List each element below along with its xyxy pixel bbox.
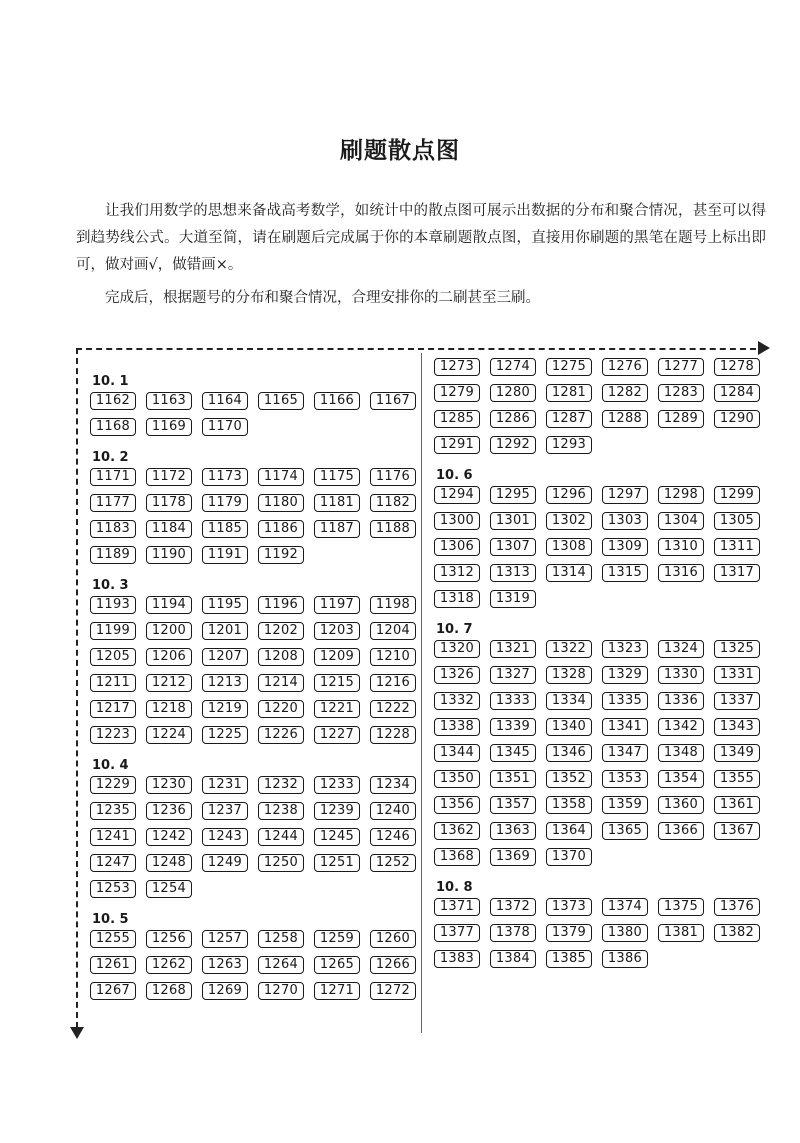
problem-number-box[interactable]: 1193 (90, 596, 136, 614)
problem-number-box[interactable]: 1200 (146, 622, 192, 640)
problem-number-box[interactable]: 1255 (90, 930, 136, 948)
problem-number-box[interactable]: 1217 (90, 700, 136, 718)
problem-grid (434, 358, 764, 454)
problem-number-box[interactable]: 1370 (546, 848, 592, 866)
problem-number-box[interactable]: 1364 (546, 822, 592, 840)
page-title: 刷题散点图 (340, 138, 460, 164)
problem-number-box[interactable]: 1360 (658, 796, 704, 814)
problem-grid (90, 776, 420, 898)
problem-number-box[interactable]: 1260 (370, 930, 416, 948)
problem-number-box[interactable]: 1213 (202, 674, 248, 692)
problem-number-box[interactable]: 1239 (314, 802, 360, 820)
problem-number-box[interactable]: 1241 (90, 828, 136, 846)
problem-number-box[interactable]: 1366 (658, 822, 704, 840)
problem-grid (434, 640, 764, 866)
problem-number-box[interactable]: 1270 (258, 982, 304, 1000)
problem-number-box[interactable]: 1191 (202, 546, 248, 564)
problem-number-box[interactable]: 1318 (434, 590, 480, 608)
section-label: 10. 5 (92, 912, 129, 927)
section-label: 10. 6 (436, 468, 473, 483)
problem-number-box[interactable]: 1303 (602, 512, 648, 530)
problem-number-box[interactable]: 1355 (714, 770, 760, 788)
problem-number-box[interactable]: 1262 (146, 956, 192, 974)
problem-number-box[interactable]: 1263 (202, 956, 248, 974)
problem-number-box[interactable]: 1204 (370, 622, 416, 640)
problem-number-box[interactable]: 1271 (314, 982, 360, 1000)
problem-number-box[interactable]: 1274 (490, 358, 536, 376)
problem-number-box[interactable]: 1257 (202, 930, 248, 948)
problem-number-box[interactable]: 1189 (90, 546, 136, 564)
problem-number-box[interactable]: 1278 (714, 358, 760, 376)
problem-number-box[interactable]: 1269 (202, 982, 248, 1000)
problem-number-box[interactable]: 1227 (314, 726, 360, 744)
left-column (90, 372, 420, 1012)
problem-number-box[interactable]: 1215 (314, 674, 360, 692)
problem-number-box[interactable]: 1379 (546, 924, 592, 942)
problem-number-box[interactable]: 1183 (90, 520, 136, 538)
problem-number-box[interactable]: 1340 (546, 718, 592, 736)
problem-number-box[interactable]: 1356 (434, 796, 480, 814)
problem-number-box[interactable]: 1167 (370, 392, 416, 410)
problem-number-box[interactable]: 1254 (146, 880, 192, 898)
problem-number-box[interactable]: 1362 (434, 822, 480, 840)
problem-number-box[interactable]: 1336 (658, 692, 704, 710)
problem-number-box[interactable]: 1319 (490, 590, 536, 608)
problem-number-box[interactable]: 1223 (90, 726, 136, 744)
section-label: 10. 4 (92, 758, 129, 773)
problem-number-box[interactable]: 1173 (202, 468, 248, 486)
problem-number-box[interactable]: 1333 (490, 692, 536, 710)
problem-number-box[interactable]: 1201 (202, 622, 248, 640)
problem-number-box[interactable]: 1237 (202, 802, 248, 820)
problem-number-box[interactable]: 1230 (146, 776, 192, 794)
problem-number-box[interactable]: 1312 (434, 564, 480, 582)
problem-number-box[interactable]: 1367 (714, 822, 760, 840)
right-column (434, 358, 764, 980)
problem-number-box[interactable]: 1304 (658, 512, 704, 530)
problem-number-box[interactable]: 1323 (602, 640, 648, 658)
problem-number-box[interactable]: 1165 (258, 392, 304, 410)
problem-number-box[interactable]: 1194 (146, 596, 192, 614)
problem-number-box[interactable]: 1368 (434, 848, 480, 866)
problem-number-box[interactable]: 1206 (146, 648, 192, 666)
problem-number-box[interactable]: 1317 (714, 564, 760, 582)
problem-number-box[interactable]: 1253 (90, 880, 136, 898)
problem-number-box[interactable]: 1307 (490, 538, 536, 556)
problem-number-box[interactable]: 1258 (258, 930, 304, 948)
problem-number-box[interactable]: 1341 (602, 718, 648, 736)
problem-grid (90, 930, 420, 1000)
problem-number-box[interactable]: 1361 (714, 796, 760, 814)
problem-number-box[interactable]: 1169 (146, 418, 192, 436)
problem-number-box[interactable]: 1216 (370, 674, 416, 692)
problem-number-box[interactable]: 1224 (146, 726, 192, 744)
problem-number-box[interactable]: 1174 (258, 468, 304, 486)
problem-number-box[interactable]: 1212 (146, 674, 192, 692)
problem-number-box[interactable]: 1292 (490, 436, 536, 454)
problem-number-box[interactable]: 1197 (314, 596, 360, 614)
problem-number-box[interactable]: 1293 (546, 436, 592, 454)
problem-number-box[interactable]: 1369 (490, 848, 536, 866)
problem-number-box[interactable]: 1186 (258, 520, 304, 538)
problem-number-box[interactable]: 1350 (434, 770, 480, 788)
problem-number-box[interactable]: 1209 (314, 648, 360, 666)
problem-number-box[interactable]: 1346 (546, 744, 592, 762)
problem-number-box[interactable]: 1383 (434, 950, 480, 968)
problem-number-box[interactable]: 1289 (658, 410, 704, 428)
problem-number-box[interactable]: 1171 (90, 468, 136, 486)
problem-number-box[interactable]: 1344 (434, 744, 480, 762)
problem-number-box[interactable]: 1349 (714, 744, 760, 762)
problem-number-box[interactable]: 1250 (258, 854, 304, 872)
problem-number-box[interactable]: 1207 (202, 648, 248, 666)
problem-number-box[interactable]: 1384 (490, 950, 536, 968)
problem-number-box[interactable]: 1205 (90, 648, 136, 666)
problem-number-box[interactable]: 1232 (258, 776, 304, 794)
problem-number-box[interactable]: 1267 (90, 982, 136, 1000)
problem-number-box[interactable]: 1298 (658, 486, 704, 504)
section-label: 10. 1 (92, 374, 129, 389)
problem-number-box[interactable]: 1288 (602, 410, 648, 428)
problem-number-box[interactable]: 1251 (314, 854, 360, 872)
problem-number-box[interactable]: 1226 (258, 726, 304, 744)
problem-number-box[interactable]: 1276 (602, 358, 648, 376)
problem-number-box[interactable]: 1374 (602, 898, 648, 916)
problem-number-box[interactable]: 1202 (258, 622, 304, 640)
problem-number-box[interactable]: 1175 (314, 468, 360, 486)
section-label: 10. 7 (436, 622, 473, 637)
problem-number-box[interactable]: 1181 (314, 494, 360, 512)
section-block (434, 878, 764, 968)
problem-number-box[interactable]: 1302 (546, 512, 592, 530)
problem-number-box[interactable]: 1386 (602, 950, 648, 968)
problem-number-box[interactable]: 1308 (546, 538, 592, 556)
problem-number-box[interactable]: 1164 (202, 392, 248, 410)
intro-paragraph-1: 让我们用数学的思想来备战高考数学，如统计中的散点图可展示出数据的分布和聚合情况，甚至可以得到趋势线公式。大道至简，请在刷题后完成属于你的本章刷题散点图，直接用你刷题的黑笔在题号上标出即可，做对画√，做错画×。 (76, 203, 766, 273)
section-block (90, 910, 420, 1000)
problem-number-box[interactable]: 1359 (602, 796, 648, 814)
arrow-right-icon (758, 341, 770, 355)
problem-number-box[interactable]: 1291 (434, 436, 480, 454)
problem-number-box[interactable]: 1347 (602, 744, 648, 762)
problem-number-box[interactable]: 1297 (602, 486, 648, 504)
problem-number-box[interactable]: 1338 (434, 718, 480, 736)
problem-number-box[interactable]: 1268 (146, 982, 192, 1000)
problem-number-box[interactable]: 1252 (370, 854, 416, 872)
problem-number-box[interactable]: 1382 (714, 924, 760, 942)
problem-number-box[interactable]: 1330 (658, 666, 704, 684)
problem-number-box[interactable]: 1282 (602, 384, 648, 402)
problem-number-box[interactable]: 1196 (258, 596, 304, 614)
problem-number-box[interactable]: 1377 (434, 924, 480, 942)
section-label: 10. 2 (92, 450, 129, 465)
column-divider (421, 353, 422, 1033)
problem-number-box[interactable]: 1287 (546, 410, 592, 428)
problem-number-box[interactable]: 1235 (90, 802, 136, 820)
problem-number-box[interactable]: 1314 (546, 564, 592, 582)
problem-number-box[interactable]: 1365 (602, 822, 648, 840)
section-block (90, 576, 420, 744)
problem-number-box[interactable]: 1208 (258, 648, 304, 666)
problem-grid (90, 596, 420, 744)
problem-number-box[interactable]: 1281 (546, 384, 592, 402)
problem-number-box[interactable]: 1259 (314, 930, 360, 948)
problem-number-box[interactable]: 1190 (146, 546, 192, 564)
problem-grid (434, 898, 764, 968)
problem-number-box[interactable]: 1324 (658, 640, 704, 658)
problem-number-box[interactable]: 1277 (658, 358, 704, 376)
problem-number-box[interactable]: 1176 (370, 468, 416, 486)
section-block (434, 620, 764, 866)
problem-number-box[interactable]: 1352 (546, 770, 592, 788)
problem-number-box[interactable]: 1199 (90, 622, 136, 640)
problem-number-box[interactable]: 1331 (714, 666, 760, 684)
problem-number-box[interactable]: 1313 (490, 564, 536, 582)
section-block (90, 756, 420, 898)
problem-number-box[interactable]: 1345 (490, 744, 536, 762)
problem-number-box[interactable]: 1316 (658, 564, 704, 582)
section-label: 10. 3 (92, 578, 129, 593)
problem-number-box[interactable]: 1219 (202, 700, 248, 718)
problem-number-box[interactable]: 1184 (146, 520, 192, 538)
problem-number-box[interactable]: 1214 (258, 674, 304, 692)
problem-number-box[interactable]: 1273 (434, 358, 480, 376)
problem-number-box[interactable]: 1296 (546, 486, 592, 504)
problem-number-box[interactable]: 1177 (90, 494, 136, 512)
problem-number-box[interactable]: 1325 (714, 640, 760, 658)
problem-number-box[interactable]: 1247 (90, 854, 136, 872)
intro-paragraph-2: 完成后，根据题号的分布和聚合情况，合理安排你的二刷甚至三刷。 (105, 290, 540, 306)
problem-number-box[interactable]: 1203 (314, 622, 360, 640)
problem-number-box[interactable]: 1299 (714, 486, 760, 504)
problem-number-box[interactable]: 1179 (202, 494, 248, 512)
problem-number-box[interactable]: 1168 (90, 418, 136, 436)
problem-number-box[interactable]: 1238 (258, 802, 304, 820)
problem-number-box[interactable]: 1172 (146, 468, 192, 486)
problem-grid (90, 392, 420, 436)
problem-number-box[interactable]: 1178 (146, 494, 192, 512)
problem-number-box[interactable]: 1166 (314, 392, 360, 410)
problem-number-box[interactable]: 1236 (146, 802, 192, 820)
section-label: 10. 8 (436, 880, 473, 895)
problem-number-box[interactable]: 1286 (490, 410, 536, 428)
problem-number-box[interactable]: 1222 (370, 700, 416, 718)
problem-number-box[interactable]: 1266 (370, 956, 416, 974)
problem-number-box[interactable]: 1327 (490, 666, 536, 684)
problem-number-box[interactable]: 1248 (146, 854, 192, 872)
problem-number-box[interactable]: 1162 (90, 392, 136, 410)
problem-number-box[interactable]: 1192 (258, 546, 304, 564)
section-block (90, 372, 420, 436)
problem-number-box[interactable]: 1339 (490, 718, 536, 736)
problem-number-box[interactable]: 1246 (370, 828, 416, 846)
problem-number-box[interactable]: 1310 (658, 538, 704, 556)
problem-number-box[interactable]: 1229 (90, 776, 136, 794)
problem-number-box[interactable]: 1300 (434, 512, 480, 530)
problem-number-box[interactable]: 1320 (434, 640, 480, 658)
problem-number-box[interactable]: 1381 (658, 924, 704, 942)
problem-number-box[interactable]: 1221 (314, 700, 360, 718)
problem-number-box[interactable]: 1240 (370, 802, 416, 820)
section-block (90, 448, 420, 564)
problem-number-box[interactable]: 1242 (146, 828, 192, 846)
problem-number-box[interactable]: 1225 (202, 726, 248, 744)
problem-number-box[interactable]: 1375 (658, 898, 704, 916)
problem-number-box[interactable]: 1301 (490, 512, 536, 530)
problem-number-box[interactable]: 1279 (434, 384, 480, 402)
problem-number-box[interactable]: 1343 (714, 718, 760, 736)
problem-number-box[interactable]: 1363 (490, 822, 536, 840)
problem-number-box[interactable]: 1228 (370, 726, 416, 744)
problem-number-box[interactable]: 1218 (146, 700, 192, 718)
problem-number-box[interactable]: 1180 (258, 494, 304, 512)
problem-number-box[interactable]: 1358 (546, 796, 592, 814)
problem-number-box[interactable]: 1234 (370, 776, 416, 794)
section-block (434, 358, 764, 454)
problem-number-box[interactable]: 1284 (714, 384, 760, 402)
problem-number-box[interactable]: 1337 (714, 692, 760, 710)
problem-number-box[interactable]: 1195 (202, 596, 248, 614)
problem-number-box[interactable]: 1210 (370, 648, 416, 666)
problem-number-box[interactable]: 1261 (90, 956, 136, 974)
problem-number-box[interactable]: 1243 (202, 828, 248, 846)
problem-number-box[interactable]: 1231 (202, 776, 248, 794)
intro-text (76, 198, 766, 312)
problem-number-box[interactable]: 1305 (714, 512, 760, 530)
problem-number-box[interactable]: 1334 (546, 692, 592, 710)
problem-number-box[interactable]: 1280 (490, 384, 536, 402)
problem-number-box[interactable]: 1332 (434, 692, 480, 710)
problem-number-box[interactable]: 1256 (146, 930, 192, 948)
problem-number-box[interactable]: 1348 (658, 744, 704, 762)
problem-number-box[interactable]: 1290 (714, 410, 760, 428)
problem-number-box[interactable]: 1335 (602, 692, 648, 710)
problem-number-box[interactable]: 1295 (490, 486, 536, 504)
problem-number-box[interactable]: 1220 (258, 700, 304, 718)
problem-number-box[interactable]: 1272 (370, 982, 416, 1000)
problem-number-box[interactable]: 1249 (202, 854, 248, 872)
problem-number-box[interactable]: 1326 (434, 666, 480, 684)
problem-number-box[interactable]: 1357 (490, 796, 536, 814)
problem-number-box[interactable]: 1244 (258, 828, 304, 846)
problem-number-box[interactable]: 1245 (314, 828, 360, 846)
problem-grid (434, 486, 764, 608)
problem-number-box[interactable]: 1380 (602, 924, 648, 942)
problem-number-box[interactable]: 1353 (602, 770, 648, 788)
problem-number-box[interactable]: 1294 (434, 486, 480, 504)
problem-number-box[interactable]: 1342 (658, 718, 704, 736)
problem-number-box[interactable]: 1311 (714, 538, 760, 556)
problem-number-box[interactable]: 1309 (602, 538, 648, 556)
problem-number-box[interactable]: 1351 (490, 770, 536, 788)
problem-grid (90, 468, 420, 564)
problem-number-box[interactable]: 1373 (546, 898, 592, 916)
problem-number-box[interactable]: 1264 (258, 956, 304, 974)
problem-number-box[interactable]: 1328 (546, 666, 592, 684)
problem-number-box[interactable]: 1283 (658, 384, 704, 402)
problem-number-box[interactable]: 1163 (146, 392, 192, 410)
problem-number-box[interactable]: 1233 (314, 776, 360, 794)
problem-number-box[interactable]: 1170 (202, 418, 248, 436)
problem-number-box[interactable]: 1385 (546, 950, 592, 968)
arrow-down-icon (70, 1027, 84, 1039)
problem-number-box[interactable]: 1322 (546, 640, 592, 658)
problem-number-box[interactable]: 1187 (314, 520, 360, 538)
problem-number-box[interactable]: 1321 (490, 640, 536, 658)
problem-number-box[interactable]: 1285 (434, 410, 480, 428)
dashed-frame-left (76, 348, 78, 1028)
problem-number-box[interactable]: 1182 (370, 494, 416, 512)
problem-number-box[interactable]: 1211 (90, 674, 136, 692)
problem-number-box[interactable]: 1378 (490, 924, 536, 942)
problem-number-box[interactable]: 1371 (434, 898, 480, 916)
problem-number-box[interactable]: 1198 (370, 596, 416, 614)
problem-number-box[interactable]: 1265 (314, 956, 360, 974)
problem-number-box[interactable]: 1188 (370, 520, 416, 538)
problem-number-box[interactable]: 1376 (714, 898, 760, 916)
section-block (434, 466, 764, 608)
problem-number-box[interactable]: 1315 (602, 564, 648, 582)
problem-number-box[interactable]: 1306 (434, 538, 480, 556)
problem-number-box[interactable]: 1372 (490, 898, 536, 916)
problem-number-box[interactable]: 1185 (202, 520, 248, 538)
problem-number-box[interactable]: 1354 (658, 770, 704, 788)
problem-number-box[interactable]: 1275 (546, 358, 592, 376)
dashed-frame-top (76, 348, 756, 350)
problem-number-box[interactable]: 1329 (602, 666, 648, 684)
